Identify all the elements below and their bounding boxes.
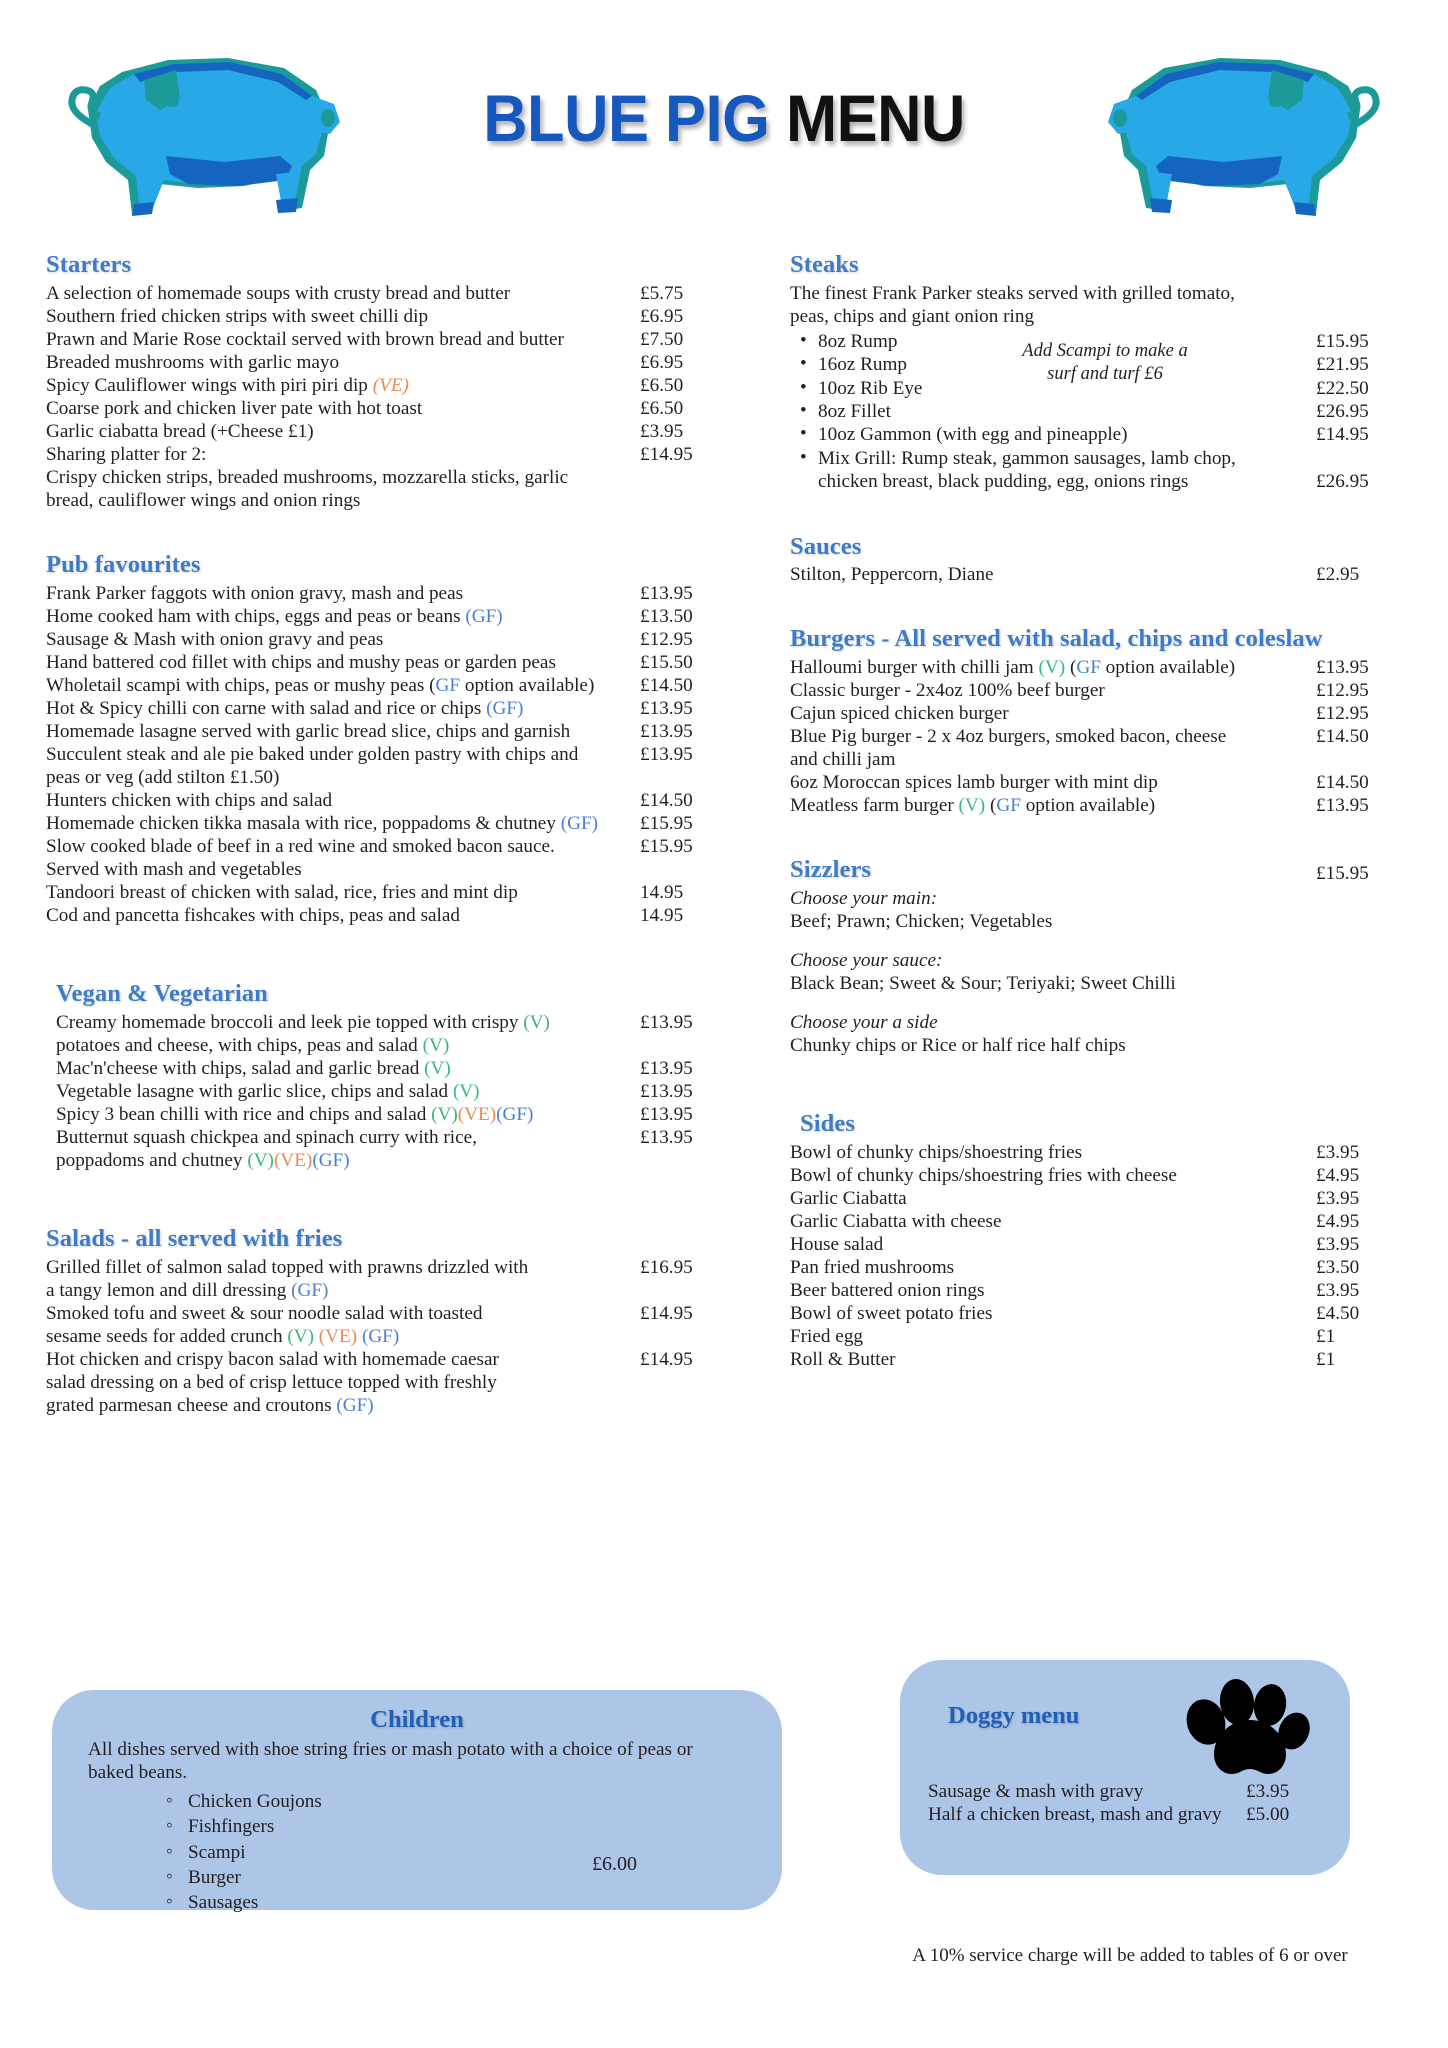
sizzlers-main-options: Beef; Prawn; Chicken; Vegetables xyxy=(790,910,1053,932)
item-name: • 10oz Gammon (with egg and pineapple) xyxy=(818,424,1128,446)
tag-gf: (GF) xyxy=(291,1279,329,1301)
tag-v: (V) xyxy=(287,1325,314,1347)
item-name: Tandoori breast of chicken with salad, rice, fries and mint dip xyxy=(46,881,518,903)
item-name: Garlic Ciabatta xyxy=(790,1187,907,1209)
tag-gf: (GF) xyxy=(336,1394,374,1416)
item-second-line xyxy=(46,1325,726,1348)
tag-v: (V) xyxy=(523,1011,550,1033)
paw-print-icon xyxy=(1180,1678,1310,1783)
menu-item xyxy=(46,420,726,443)
item-name xyxy=(46,697,640,720)
item-price: £6.95 xyxy=(640,351,684,373)
starters-platter-line-1: Crispy chicken strips, breaded mushrooms, mozzarella sticks, garlic xyxy=(46,466,569,488)
menu-item xyxy=(46,374,726,397)
item-name: Blue Pig burger - 2 x 4oz burgers, smoked bacon, cheese xyxy=(790,726,1227,748)
item-name: Bowl of chunky chips/shoestring fries xyxy=(790,1141,1083,1163)
item-price: £3.95 xyxy=(1246,1781,1290,1802)
item-name: Slow cooked blade of beef in a red wine and smoked bacon sauce. xyxy=(46,835,555,857)
item-price: £13.95 xyxy=(640,1103,693,1125)
item-name: Prawn and Marie Rose cocktail served with brown bread and butter xyxy=(46,328,564,350)
menu-item xyxy=(790,1164,1402,1187)
item-price: £3.95 xyxy=(1316,1187,1360,1209)
tag-gf: (GF) xyxy=(361,1325,400,1347)
menu-item xyxy=(46,305,726,328)
item-name: • 8oz Rump xyxy=(818,330,898,352)
item-text: Spicy 3 bean chilli with rice and chips and salad xyxy=(56,1103,432,1125)
tag-ve: (VE) xyxy=(457,1103,497,1125)
section-salads xyxy=(46,1224,726,1417)
item-price: 14.95 xyxy=(640,905,684,926)
item-name xyxy=(46,812,640,835)
menu-item xyxy=(46,812,726,835)
tag-v: (V) xyxy=(431,1103,458,1125)
list-item: ◦ Chicken Goujons xyxy=(166,1789,746,1814)
item-price: £1 xyxy=(1316,1348,1336,1370)
right-column xyxy=(790,250,1402,1379)
starters-platter-line-2: bread, cauliflower wings and onion rings xyxy=(46,489,361,511)
item-second-line xyxy=(46,1149,726,1172)
item-name: Grilled fillet of salmon salad topped with prawns drizzled with xyxy=(46,1256,529,1278)
item-price: £13.95 xyxy=(1316,795,1369,817)
item-text: grated parmesan cheese and croutons xyxy=(46,1394,337,1416)
item-second-line: salad dressing on a bed of crisp lettuce topped with freshly xyxy=(46,1371,497,1393)
item-price: £13.95 xyxy=(640,720,693,742)
steaks-intro-line-2: peas, chips and giant onion ring xyxy=(790,305,1035,327)
scampi-note-line-2: surf and turf £6 xyxy=(1047,364,1163,385)
item-price: £13.95 xyxy=(640,697,693,719)
menu-item xyxy=(46,628,726,651)
item-text: potatoes and cheese, with chips, peas and salad xyxy=(56,1034,423,1056)
section-title-sizzlers: Sizzlers xyxy=(790,856,872,884)
title-blue-pig: BLUE PIG xyxy=(483,81,770,155)
menu-item xyxy=(790,423,1402,446)
item-second-line: and chilli jam xyxy=(790,749,896,771)
menu-item xyxy=(46,1126,726,1149)
tag-gf: (GF) xyxy=(312,1149,350,1171)
item-price: £14.50 xyxy=(640,674,693,696)
menu-item xyxy=(46,720,726,743)
item-text: Hot & Spicy chilli con carne with salad and rice or chips xyxy=(46,697,487,719)
item-second-line xyxy=(46,1279,726,1302)
section-title-salads: Salads - all served with fries xyxy=(46,1224,343,1252)
menu-item xyxy=(46,1057,726,1080)
section-title-steaks: Steaks xyxy=(790,251,859,278)
tag-v: (V) xyxy=(424,1057,451,1079)
item-price: £4.50 xyxy=(1316,1302,1360,1324)
section-sizzlers xyxy=(790,855,1402,1057)
tag-gf: GF xyxy=(1076,656,1101,678)
item-price: £16.95 xyxy=(640,1256,693,1278)
item-name: • 8oz Fillet xyxy=(818,400,892,422)
item-text: Mac'n'cheese with chips, salad and garlic bread xyxy=(56,1057,425,1079)
list-item: ◦ Fishfingers xyxy=(166,1814,746,1839)
item-price: £13.95 xyxy=(1316,656,1369,678)
item-name xyxy=(56,1011,640,1034)
item-second-line xyxy=(46,1034,726,1057)
item-text: Spicy Cauliflower wings with piri piri dip xyxy=(46,374,373,396)
menu-item xyxy=(790,702,1402,725)
list-item: ◦ Burger xyxy=(166,1865,746,1890)
section-title-vegan-vegetarian: Vegan & Vegetarian xyxy=(56,980,268,1008)
menu-item xyxy=(46,351,726,374)
item-name: Half a chicken breast, mash and gravy xyxy=(928,1804,1222,1826)
menu-item xyxy=(790,1348,1402,1371)
item-name: chicken breast, black pudding, egg, onions rings xyxy=(818,471,1189,493)
menu-item xyxy=(46,743,726,766)
item-price: £26.95 xyxy=(1316,471,1369,493)
item-text-mid: ( xyxy=(1065,656,1077,678)
item-price: £14.50 xyxy=(1316,772,1369,794)
item-name: Coarse pork and chicken liver pate with hot toast xyxy=(46,397,423,419)
item-price: £14.50 xyxy=(640,789,693,811)
item-name: Garlic Ciabatta with cheese xyxy=(790,1210,1002,1232)
item-price: £21.95 xyxy=(1316,354,1369,376)
menu-item xyxy=(790,563,1402,586)
tag-gf: (GF) xyxy=(486,697,524,719)
tag-v: (V) xyxy=(958,795,986,817)
item-name xyxy=(56,1103,640,1126)
item-price: £13.50 xyxy=(640,605,693,627)
item-price: £13.95 xyxy=(640,1011,693,1033)
title-menu: MENU xyxy=(785,81,965,155)
item-name: Cajun spiced chicken burger xyxy=(790,702,1009,724)
sizzlers-price: £15.95 xyxy=(1316,862,1369,884)
item-price: £2.95 xyxy=(1316,564,1360,586)
menu-item xyxy=(46,1348,726,1371)
steaks-intro-line-1: The finest Frank Parker steaks served with grilled tomato, xyxy=(790,282,1235,304)
item-price: £15.95 xyxy=(1316,330,1369,352)
item-price: £6.95 xyxy=(640,305,684,327)
tag-v: (V) xyxy=(422,1034,450,1056)
item-name: Beer battered onion rings xyxy=(790,1279,985,1301)
service-charge-note: A 10% service charge will be added to tables of 6 or over xyxy=(912,1945,1348,1966)
item-name: Cod and pancetta fishcakes with chips, peas and salad xyxy=(46,905,461,926)
tag-v: (V) xyxy=(247,1149,274,1171)
tag-v: (V) xyxy=(452,1080,480,1102)
menu-item xyxy=(46,697,726,720)
section-sides xyxy=(790,1109,1402,1371)
item-text: a tangy lemon and dill dressing xyxy=(46,1279,292,1301)
item-name: Hunters chicken with chips and salad xyxy=(46,789,333,811)
item-name: Bowl of chunky chips/shoestring fries with cheese xyxy=(790,1164,1177,1186)
item-price: £14.95 xyxy=(640,1348,693,1370)
item-text-mid: ( xyxy=(985,795,997,817)
tag-ve: (VE) xyxy=(318,1325,358,1347)
item-price: £7.50 xyxy=(640,328,684,350)
item-name: Stilton, Peppercorn, Diane xyxy=(790,564,994,586)
menu-item xyxy=(46,397,726,420)
section-title-doggy: Doggy menu xyxy=(948,1702,1080,1729)
tag-ve: (VE) xyxy=(372,374,409,396)
section-sauces xyxy=(790,532,1402,587)
menu-item xyxy=(790,447,1402,470)
section-title-sides: Sides xyxy=(800,1109,855,1137)
item-text: Creamy homemade broccoli and leek pie topped with crispy xyxy=(56,1011,524,1033)
item-price: £5.75 xyxy=(640,282,684,304)
doggy-items xyxy=(928,1780,1326,1826)
item-price: £3.95 xyxy=(1316,1279,1360,1301)
item-price: £14.50 xyxy=(1316,726,1369,748)
item-price: £14.95 xyxy=(1316,424,1369,446)
item-name xyxy=(56,1080,640,1103)
item-name: Hand battered cod fillet with chips and mushy peas or garden peas xyxy=(46,651,556,673)
item-text: Home cooked ham with chips, eggs and peas or beans xyxy=(46,605,466,627)
menu-item xyxy=(790,656,1402,679)
item-price: £4.95 xyxy=(1316,1164,1360,1186)
menu-item xyxy=(46,282,726,305)
item-name: Smoked tofu and sweet & sour noodle salad with toasted xyxy=(46,1302,483,1324)
tag-ve: (VE) xyxy=(273,1149,313,1171)
item-price: £15.50 xyxy=(640,651,693,673)
item-price: £3.95 xyxy=(1316,1141,1360,1163)
item-price: £14.95 xyxy=(640,443,693,465)
tag-gf: (GF) xyxy=(560,812,599,834)
menu-item xyxy=(790,725,1402,748)
item-price: £13.95 xyxy=(640,743,693,765)
item-name: Hot chicken and crispy bacon salad with homemade caesar xyxy=(46,1348,499,1370)
item-name: Butternut squash chickpea and spinach curry with rice, xyxy=(56,1126,477,1148)
children-intro-line-1: All dishes served with shoe string fries or mash potato with a choice of peas or xyxy=(88,1739,693,1760)
item-price: £6.50 xyxy=(640,397,684,419)
item-name: Frank Parker faggots with onion gravy, mash and peas xyxy=(46,582,464,604)
item-text: Wholetail scampi with chips, peas or mushy peas ( xyxy=(46,674,436,696)
menu-item xyxy=(790,679,1402,702)
list-item: ◦ Scampi xyxy=(166,1840,746,1865)
item-price: £1 xyxy=(1316,1325,1336,1347)
item-price: £3.95 xyxy=(640,420,684,442)
scampi-surf-turf-note xyxy=(1000,340,1210,386)
sizzlers-header xyxy=(790,855,1402,887)
item-price: £14.95 xyxy=(640,1302,693,1324)
menu-item xyxy=(790,1233,1402,1256)
item-price: £12.95 xyxy=(640,628,693,650)
item-third-line xyxy=(46,1394,726,1417)
sizzlers-sauce-label: Choose your sauce: xyxy=(790,949,943,971)
item-name: • 16oz Rump xyxy=(818,354,908,376)
children-intro-line-2: baked beans. xyxy=(88,1762,188,1784)
item-name: Roll & Butter xyxy=(790,1348,896,1370)
item-name: Sausage & Mash with onion gravy and peas xyxy=(46,628,384,650)
section-title-children: Children xyxy=(370,1706,464,1733)
item-name: Breaded mushrooms with garlic mayo xyxy=(46,351,340,373)
pig-illustration-right xyxy=(1100,38,1400,223)
menu-item xyxy=(46,328,726,351)
item-name: • Mix Grill: Rump steak, gammon sausages, lamb chop, xyxy=(818,447,1236,469)
tag-gf: (GF) xyxy=(465,605,503,627)
menu-item xyxy=(46,1302,726,1325)
menu-item xyxy=(790,1302,1402,1325)
children-items-list xyxy=(88,1789,746,1916)
menu-item xyxy=(46,881,726,904)
item-text-after: option available) xyxy=(460,674,595,696)
item-name: Fried egg xyxy=(790,1325,864,1347)
item-second-line: Served with mash and vegetables xyxy=(46,858,302,880)
tag-v: (V) xyxy=(1038,656,1066,678)
item-name xyxy=(56,1057,640,1080)
sizzlers-main-label: Choose your main: xyxy=(790,887,938,909)
item-price: £22.50 xyxy=(1316,377,1369,399)
item-price: £15.95 xyxy=(640,835,693,857)
tag-gf: GF xyxy=(996,795,1021,817)
section-burgers xyxy=(790,624,1402,817)
menu-item-continuation xyxy=(790,470,1402,493)
item-name: • 10oz Rib Eye xyxy=(818,377,923,399)
item-text: poppadoms and chutney xyxy=(56,1149,248,1171)
item-text: sesame seeds for added crunch xyxy=(46,1325,288,1347)
item-name xyxy=(46,374,640,397)
menu-item xyxy=(46,835,726,858)
item-name: Succulent steak and ale pie baked under golden pastry with chips and xyxy=(46,743,579,765)
item-name: A selection of homemade soups with crusty bread and butter xyxy=(46,282,511,304)
menu-item xyxy=(46,1011,726,1034)
item-name: Homemade lasagne served with garlic bread slice, chips and garnish xyxy=(46,720,571,742)
sizzlers-side-options: Chunky chips or Rice or half rice half chips xyxy=(790,1034,1126,1056)
menu-item xyxy=(46,605,726,628)
item-price: £13.95 xyxy=(640,1126,693,1148)
item-price: £13.95 xyxy=(640,1057,693,1079)
item-price: £5.00 xyxy=(1246,1804,1290,1826)
menu-item xyxy=(46,1256,726,1279)
menu-item xyxy=(790,1256,1402,1279)
menu-item xyxy=(46,904,726,927)
item-name: Sharing platter for 2: xyxy=(46,443,207,465)
item-name: 6oz Moroccan spices lamb burger with mint dip xyxy=(790,772,1158,794)
item-price: £6.50 xyxy=(640,374,684,396)
item-name xyxy=(46,605,640,628)
item-name: House salad xyxy=(790,1233,884,1255)
item-name: Classic burger - 2x4oz 100% beef burger xyxy=(790,679,1105,701)
menu-item xyxy=(790,1279,1402,1302)
scampi-note-line-1: Add Scampi to make a xyxy=(1022,341,1188,361)
item-price: £4.95 xyxy=(1316,1210,1360,1232)
item-text: Vegetable lasagne with garlic slice, chips and salad xyxy=(56,1080,453,1102)
item-name: Southern fried chicken strips with sweet chilli dip xyxy=(46,305,429,327)
menu-item xyxy=(46,1080,726,1103)
item-price: £26.95 xyxy=(1316,400,1369,422)
menu-item xyxy=(790,1325,1402,1348)
item-price: £12.95 xyxy=(1316,702,1369,724)
item-name: Bowl of sweet potato fries xyxy=(790,1302,993,1324)
menu-item xyxy=(790,771,1402,794)
section-pub-favourites xyxy=(46,550,726,927)
item-price: £3.95 xyxy=(1316,1233,1360,1255)
item-name: Garlic ciabatta bread (+Cheese £1) xyxy=(46,420,314,442)
sizzlers-side-label: Choose your a side xyxy=(790,1011,938,1033)
left-column xyxy=(46,250,726,1425)
item-name: Pan fried mushrooms xyxy=(790,1256,955,1278)
item-name xyxy=(790,656,1316,679)
item-price: 14.95 xyxy=(640,881,684,903)
tag-gf: (GF) xyxy=(496,1103,534,1125)
item-text-after: option available) xyxy=(1100,656,1236,678)
item-price: £13.95 xyxy=(640,582,693,604)
menu-item xyxy=(928,1780,1326,1803)
menu-item xyxy=(46,674,726,697)
item-text: Halloumi burger with chilli jam xyxy=(790,656,1039,678)
item-text-after: option available) xyxy=(1020,795,1156,817)
doggy-menu-box xyxy=(900,1660,1350,1875)
menu-item xyxy=(46,443,726,466)
menu-item xyxy=(46,789,726,812)
item-second-line: peas or veg (add stilton £1.50) xyxy=(46,766,280,788)
tag-gf: GF xyxy=(435,674,461,696)
menu-item xyxy=(790,1141,1402,1164)
children-menu-box xyxy=(52,1690,782,1914)
section-vegan-vegetarian xyxy=(46,979,726,1172)
sizzlers-sauce-options: Black Bean; Sweet & Sour; Teriyaki; Sweet Chilli xyxy=(790,972,1176,994)
menu-item xyxy=(790,1210,1402,1233)
menu-item xyxy=(928,1803,1326,1826)
section-title-pub-favourites: Pub favourites xyxy=(46,550,201,578)
children-price: £6.00 xyxy=(592,1853,637,1875)
item-price: £15.95 xyxy=(640,812,693,834)
item-name xyxy=(46,674,640,697)
item-text: Homemade chicken tikka masala with rice, poppadoms & chutney xyxy=(46,812,561,834)
item-price: £13.95 xyxy=(640,1080,693,1102)
menu-item xyxy=(46,582,726,605)
item-name: Sausage & mash with gravy xyxy=(928,1781,1144,1802)
menu-item xyxy=(790,794,1402,817)
menu-item xyxy=(46,651,726,674)
section-title-burgers: Burgers - All served with salad, chips and coleslaw xyxy=(790,625,1323,653)
menu-item xyxy=(46,1103,726,1126)
menu-item xyxy=(790,400,1402,423)
item-price: £3.50 xyxy=(1316,1256,1360,1278)
section-title-starters: Starters xyxy=(46,251,132,278)
section-title-sauces: Sauces xyxy=(790,532,862,560)
menu-item xyxy=(790,1187,1402,1210)
item-text: Meatless farm burger xyxy=(790,795,959,817)
item-name xyxy=(790,794,1316,817)
item-price: £12.95 xyxy=(1316,679,1369,701)
list-item: ◦ Sausages xyxy=(166,1890,746,1915)
menu-header xyxy=(0,0,1448,215)
section-starters xyxy=(46,250,726,512)
